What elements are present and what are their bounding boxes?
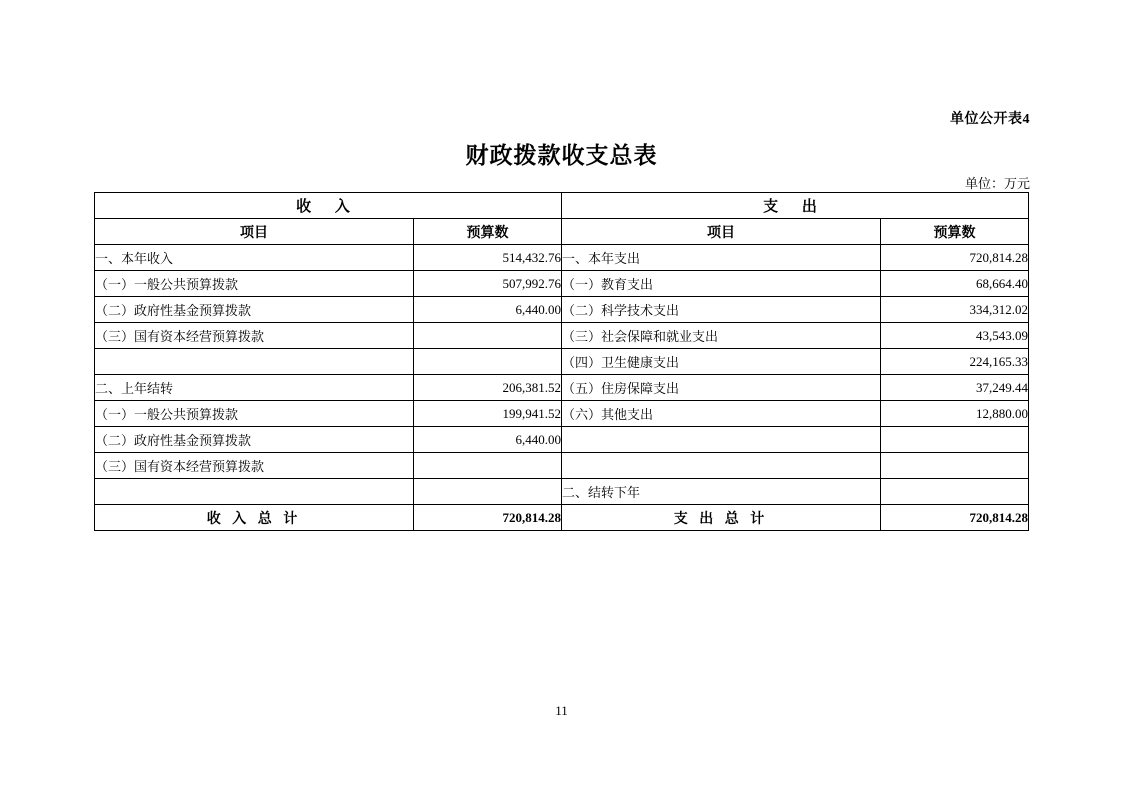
unit-note: 单位：万元 — [964, 176, 1030, 191]
table-row — [95, 297, 1029, 323]
expense-total-label: 支 出 总 计 — [562, 505, 881, 531]
table-row — [95, 453, 1029, 479]
income-amount-cell — [414, 479, 562, 505]
income-item-cell: （二）政府性基金预算拨款 — [95, 427, 414, 453]
table-row — [95, 323, 1029, 349]
income-item-cell: （一）一般公共预算拨款 — [95, 271, 414, 297]
expense-amount-cell: 68,664.40 — [881, 271, 1029, 297]
form-tag: 单位公开表4 — [950, 112, 1030, 127]
table-total-row — [95, 505, 1029, 531]
expense-amount-cell — [881, 453, 1029, 479]
table-row — [95, 245, 1029, 271]
expense-total-amount: 720,814.28 — [881, 505, 1029, 531]
column-header-income-item: 项目 — [95, 219, 414, 245]
income-amount-cell: 6,440.00 — [414, 427, 562, 453]
table-group-header-row — [95, 193, 1029, 219]
income-amount-cell — [414, 323, 562, 349]
column-header-expense-item: 项目 — [562, 219, 881, 245]
expense-amount-cell: 43,543.09 — [881, 323, 1029, 349]
table-row — [95, 427, 1029, 453]
table-row — [95, 271, 1029, 297]
income-item-cell: 一、本年收入 — [95, 245, 414, 271]
expense-item-cell: （六）其他支出 — [562, 401, 881, 427]
expense-item-cell: 二、结转下年 — [562, 479, 881, 505]
table-row — [95, 375, 1029, 401]
expense-item-cell: （一）教育支出 — [562, 271, 881, 297]
table-row — [95, 479, 1029, 505]
income-item-cell: （二）政府性基金预算拨款 — [95, 297, 414, 323]
income-total-amount: 720,814.28 — [414, 505, 562, 531]
income-total-label: 收 入 总 计 — [95, 505, 414, 531]
expense-item-cell: （四）卫生健康支出 — [562, 349, 881, 375]
expense-amount-cell: 12,880.00 — [881, 401, 1029, 427]
income-amount-cell: 199,941.52 — [414, 401, 562, 427]
income-amount-cell: 206,381.52 — [414, 375, 562, 401]
column-header-income-amount: 预算数 — [414, 219, 562, 245]
expense-item-cell: （三）社会保障和就业支出 — [562, 323, 881, 349]
income-item-cell: （三）国有资本经营预算拨款 — [95, 453, 414, 479]
income-amount-cell — [414, 453, 562, 479]
income-item-cell — [95, 479, 414, 505]
income-amount-cell: 514,432.76 — [414, 245, 562, 271]
income-amount-cell — [414, 349, 562, 375]
column-header-expense-amount: 预算数 — [881, 219, 1029, 245]
expense-amount-cell — [881, 427, 1029, 453]
expense-amount-cell: 720,814.28 — [881, 245, 1029, 271]
expense-amount-cell: 37,249.44 — [881, 375, 1029, 401]
page-title: 财政拨款收支总表 — [465, 143, 658, 168]
income-item-cell: （一）一般公共预算拨款 — [95, 401, 414, 427]
expense-item-cell — [562, 453, 881, 479]
expense-item-cell — [562, 427, 881, 453]
income-item-cell: （三）国有资本经营预算拨款 — [95, 323, 414, 349]
table-row — [95, 349, 1029, 375]
group-header-expense: 支 出 — [562, 193, 1029, 219]
expense-amount-cell: 334,312.02 — [881, 297, 1029, 323]
expense-item-cell: （五）住房保障支出 — [562, 375, 881, 401]
group-header-income: 收 入 — [95, 193, 562, 219]
expense-item-cell: 一、本年支出 — [562, 245, 881, 271]
income-amount-cell: 507,992.76 — [414, 271, 562, 297]
income-item-cell — [95, 349, 414, 375]
budget-table — [94, 192, 1029, 531]
expense-amount-cell — [881, 479, 1029, 505]
income-amount-cell: 6,440.00 — [414, 297, 562, 323]
table-column-header-row — [95, 219, 1029, 245]
expense-item-cell: （二）科学技术支出 — [562, 297, 881, 323]
page-number: 11 — [555, 703, 568, 718]
income-item-cell: 二、上年结转 — [95, 375, 414, 401]
expense-amount-cell: 224,165.33 — [881, 349, 1029, 375]
table-row — [95, 401, 1029, 427]
